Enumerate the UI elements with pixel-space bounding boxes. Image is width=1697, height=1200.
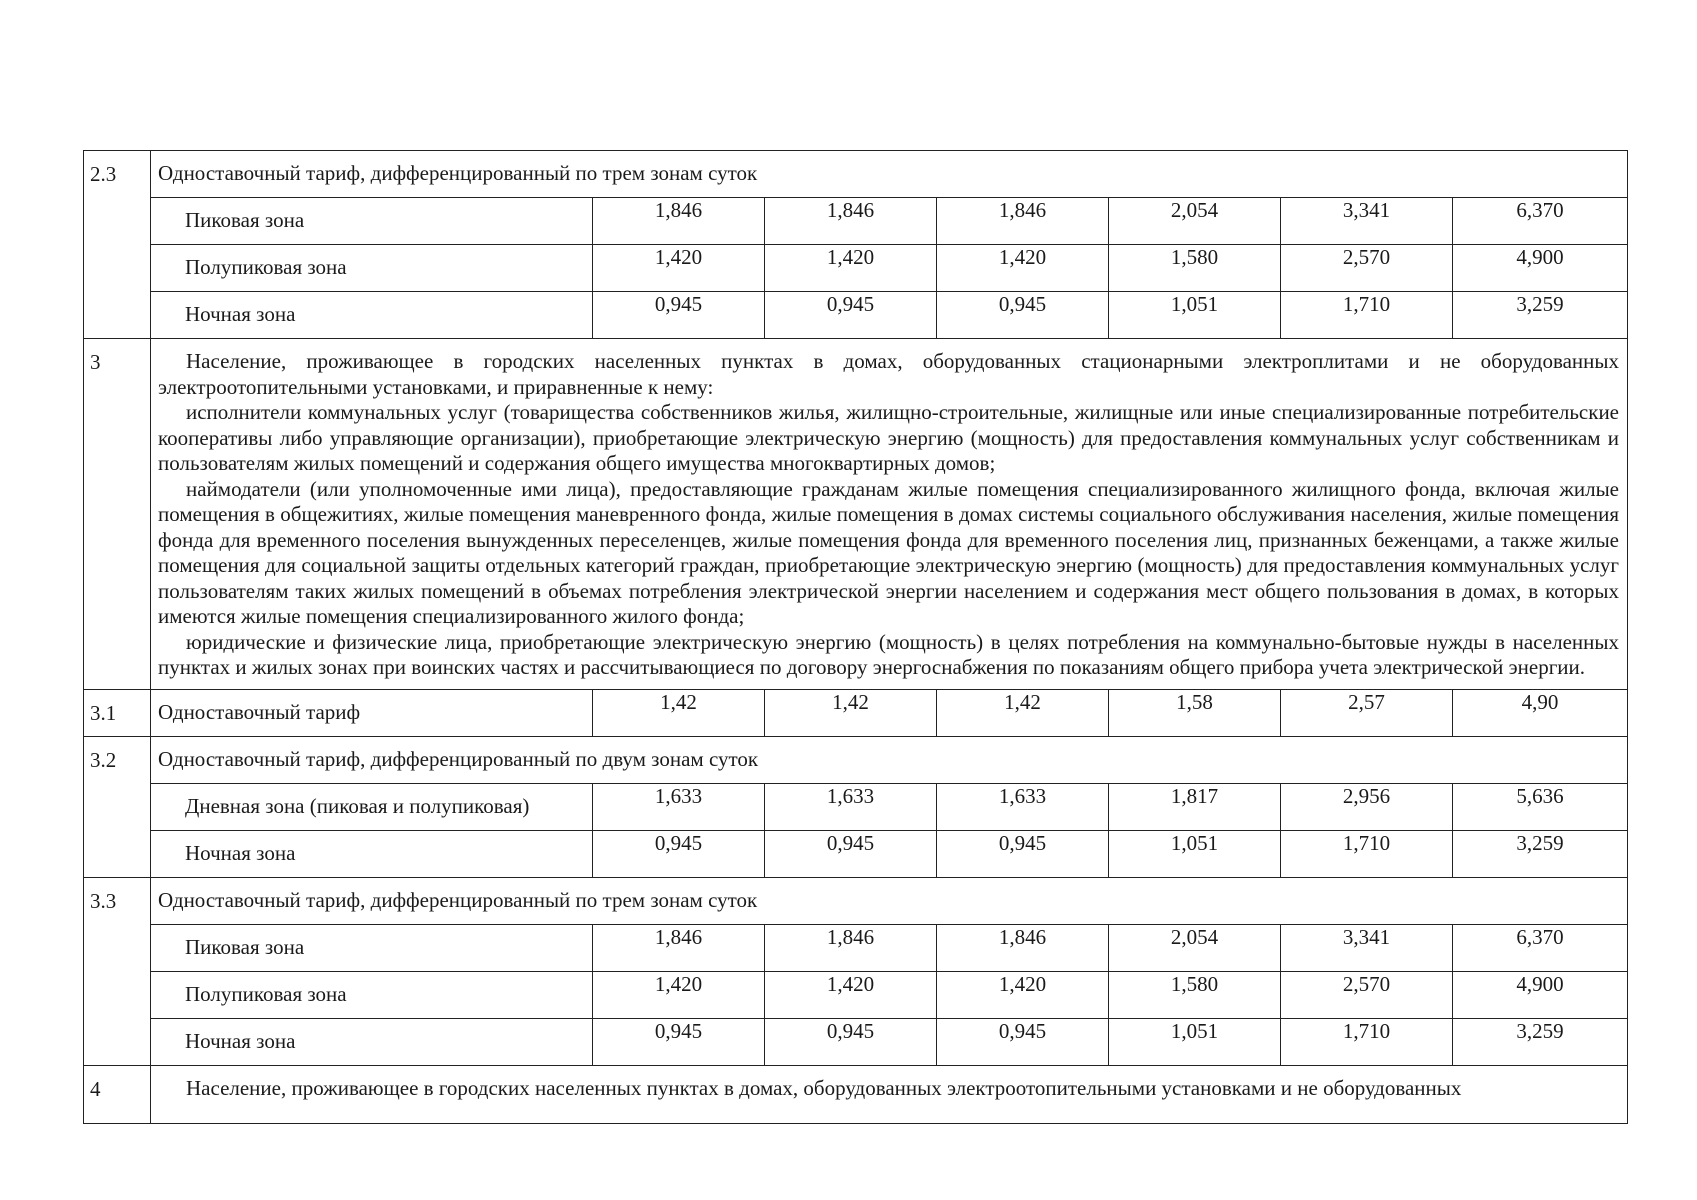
table-row — [84, 830, 1628, 877]
tariff-value: 1,420 — [937, 971, 1109, 1018]
tariff-value: 1,42 — [765, 689, 937, 736]
row-title: Одноставочный тариф, дифференцированный по двум зонам суток — [151, 736, 1628, 783]
tariff-value: 2,054 — [1109, 198, 1281, 245]
zone-label: Ночная зона — [151, 830, 593, 877]
description-paragraph: исполнители коммунальных услуг (товарищества собственников жилья, жилищно-строительные, жилищные или иные специализированные потребительские кооперативы либо управляющие организации), приобретающие электрическую энергию (мощность) для предоставления коммунальных услуг собственникам и пользователям жилых помещений и содержания общего имущества многоквартирных домов; — [158, 400, 1619, 475]
tariff-value: 1,846 — [937, 924, 1109, 971]
tariff-value: 0,945 — [765, 830, 937, 877]
tariff-value: 1,846 — [937, 198, 1109, 245]
description-paragraph: Население, проживающее в городских населенных пунктах в домах, оборудованных стационарными электроплитами и не оборудованных электроотопительными установками, и приравненные к нему: — [158, 349, 1619, 399]
tariff-value: 1,846 — [593, 198, 765, 245]
tariff-value: 4,900 — [1453, 971, 1628, 1018]
tariff-value: 1,710 — [1281, 292, 1453, 339]
row-3-description — [84, 339, 1628, 690]
tariff-value: 1,846 — [765, 924, 937, 971]
tariff-value: 3,259 — [1453, 830, 1628, 877]
row-3-3-header — [84, 877, 1628, 924]
tariff-value: 1,580 — [1109, 971, 1281, 1018]
tariff-value: 1,420 — [593, 971, 765, 1018]
description-paragraph: наймодатели (или уполномоченные ими лица), предоставляющие гражданам жилые помещения специализированного жилищного фонда, включая жилые помещения в общежитиях, жилые помещения маневренного фонда, жилые помещения в домах системы социального обслуживания населения, жилые помещения фонда для временного поселения вынужденных переселенцев, жилые помещения фонда для временного поселения лиц, признанных беженцами, а также жилые помещения для социальной защиты отдельных категорий граждан, приобретающие электрическую энергию (мощность) для предоставления коммунальных услуг пользователям таких жилых помещений в объемах потребления электрической энергии населением и содержания мест общего пользования в домах, в которых имеются жилые помещения специализированного жилого фонда; — [158, 476, 1619, 628]
tariff-value: 1,633 — [593, 783, 765, 830]
zone-label: Пиковая зона — [151, 198, 593, 245]
row-number: 3.1 — [84, 689, 151, 736]
tariff-value: 1,420 — [593, 245, 765, 292]
tariff-value: 2,570 — [1281, 245, 1453, 292]
tariff-value: 1,051 — [1109, 830, 1281, 877]
zone-label: Пиковая зона — [151, 924, 593, 971]
tariff-value: 3,259 — [1453, 1018, 1628, 1065]
tariff-value: 1,846 — [593, 924, 765, 971]
zone-label: Дневная зона (пиковая и полупиковая) — [151, 783, 593, 830]
row-number: 3.2 — [84, 736, 151, 877]
row-title: Одноставочный тариф, дифференцированный по трем зонам суток — [151, 151, 1628, 198]
table-row — [84, 198, 1628, 245]
row-2-3-header — [84, 151, 1628, 198]
tariff-value: 4,900 — [1453, 245, 1628, 292]
zone-label: Полупиковая зона — [151, 971, 593, 1018]
row-title: Одноставочный тариф, дифференцированный по трем зонам суток — [151, 877, 1628, 924]
tariff-value: 0,945 — [765, 1018, 937, 1065]
tariff-value: 1,420 — [765, 245, 937, 292]
tariff-value: 2,570 — [1281, 971, 1453, 1018]
tariff-value: 2,054 — [1109, 924, 1281, 971]
tariff-value: 1,051 — [1109, 1018, 1281, 1065]
row-number: 4 — [84, 1065, 151, 1123]
tariff-value: 6,370 — [1453, 198, 1628, 245]
tariff-value: 0,945 — [937, 830, 1109, 877]
tariff-value: 0,945 — [937, 1018, 1109, 1065]
tariff-value: 1,420 — [937, 245, 1109, 292]
tariff-value: 1,42 — [593, 689, 765, 736]
table-row — [84, 292, 1628, 339]
tariff-value: 6,370 — [1453, 924, 1628, 971]
tariff-value: 1,420 — [765, 971, 937, 1018]
row-3-2-header — [84, 736, 1628, 783]
tariff-label: Одноставочный тариф — [151, 689, 593, 736]
tariff-value: 3,341 — [1281, 924, 1453, 971]
tariff-value: 0,945 — [593, 830, 765, 877]
tariff-value: 3,259 — [1453, 292, 1628, 339]
tariff-value: 0,945 — [593, 1018, 765, 1065]
tariff-value: 5,636 — [1453, 783, 1628, 830]
row-number: 2.3 — [84, 151, 151, 339]
tariff-value: 1,580 — [1109, 245, 1281, 292]
zone-label: Полупиковая зона — [151, 245, 593, 292]
tariff-value: 1,42 — [937, 689, 1109, 736]
tariff-value: 1,633 — [937, 783, 1109, 830]
tariff-value: 2,956 — [1281, 783, 1453, 830]
tariff-value: 0,945 — [593, 292, 765, 339]
table-row — [84, 971, 1628, 1018]
row-3-1 — [84, 689, 1628, 736]
tariff-value: 3,341 — [1281, 198, 1453, 245]
zone-label: Ночная зона — [151, 292, 593, 339]
zone-label: Ночная зона — [151, 1018, 593, 1065]
tariff-value: 1,710 — [1281, 830, 1453, 877]
tariff-value: 1,633 — [765, 783, 937, 830]
tariff-value: 0,945 — [765, 292, 937, 339]
row-number: 3.3 — [84, 877, 151, 1065]
tariff-value: 1,58 — [1109, 689, 1281, 736]
tariff-value: 0,945 — [937, 292, 1109, 339]
tariff-value: 1,846 — [765, 198, 937, 245]
description-paragraph: юридические и физические лица, приобретающие электрическую энергию (мощность) в целях потребления на коммунально-бытовые нужды в населенных пунктах и жилых зонах при воинских частях и рассчитывающиеся по договору энергоснабжения по показаниям общего прибора учета электрической энергии. — [158, 629, 1619, 679]
table-row — [84, 783, 1628, 830]
row-4 — [84, 1065, 1628, 1123]
tariff-value: 1,710 — [1281, 1018, 1453, 1065]
category-description — [151, 339, 1628, 690]
tariff-value: 2,57 — [1281, 689, 1453, 736]
tariff-value: 4,90 — [1453, 689, 1628, 736]
tariff-table — [83, 150, 1628, 1124]
table-row — [84, 1018, 1628, 1065]
table-row — [84, 245, 1628, 292]
tariff-value: 1,817 — [1109, 783, 1281, 830]
row-number: 3 — [84, 339, 151, 690]
tariff-value: 1,051 — [1109, 292, 1281, 339]
table-row — [84, 924, 1628, 971]
category-description: Население, проживающее в городских населенных пунктах в домах, оборудованных электроотопительными установками и не оборудованных — [151, 1065, 1628, 1123]
